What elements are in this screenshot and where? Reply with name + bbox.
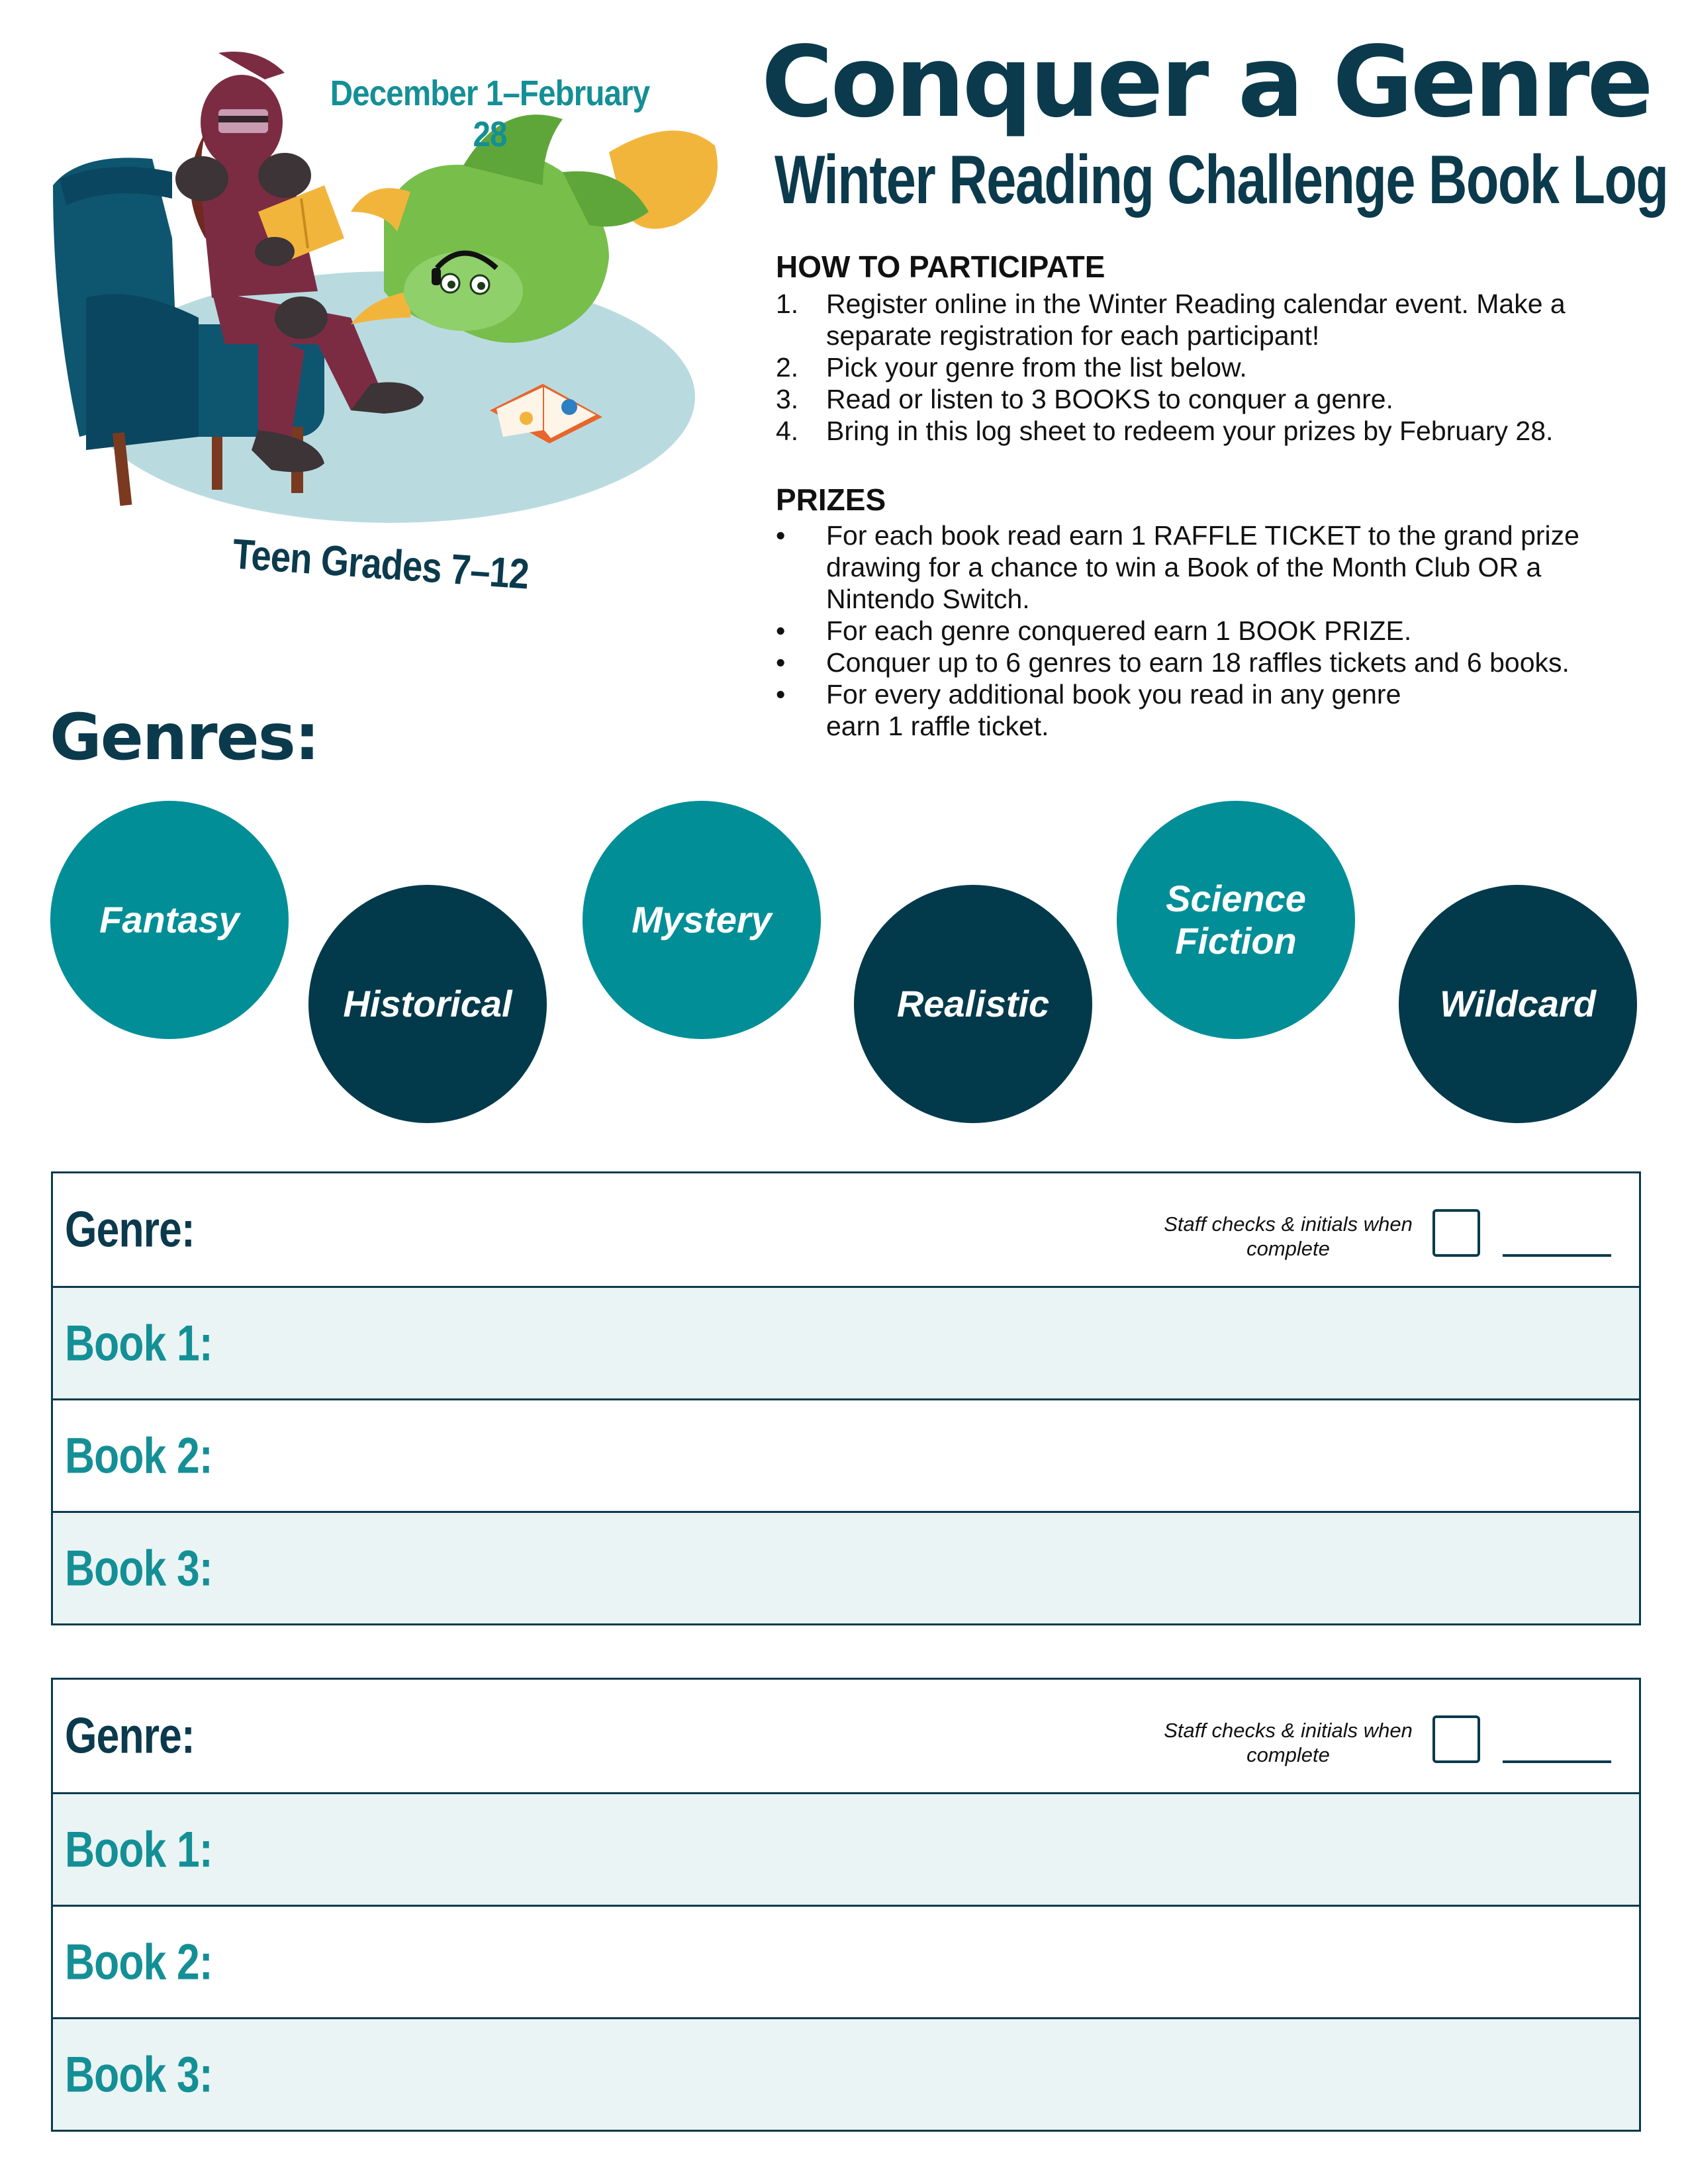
prize-item — [776, 615, 1656, 647]
staff-checkbox[interactable] — [1432, 1715, 1480, 1763]
bullet: • — [776, 647, 786, 678]
genre-field-label: Genre: — [65, 1201, 195, 1258]
how-to-step — [776, 288, 1656, 351]
how-to-step — [776, 383, 1656, 415]
staff-note: Staff checks & initials when complete — [1164, 1719, 1413, 1766]
book-row-1[interactable] — [53, 1286, 1639, 1398]
prize-text: For every additional book you read in any genre earn 1 raffle ticket. — [826, 679, 1401, 741]
how-to-heading: HOW TO PARTICIPATE — [776, 250, 1105, 284]
prize-text: For each book read earn 1 RAFFLE TICKET to the grand prize drawing for a chance to win a Book of the Month Club OR a Nintendo Switch. — [826, 520, 1579, 614]
step-text: Bring in this log sheet to redeem your prizes by February 28. — [826, 416, 1554, 446]
step-number: 1. — [776, 289, 799, 319]
staff-initials-field[interactable] — [1503, 1760, 1611, 1763]
genre-label: Wildcard — [1440, 983, 1596, 1024]
genre-label: Realistic — [896, 983, 1050, 1024]
book-field-label: Book 2: — [65, 1428, 212, 1484]
prizes-list — [776, 520, 1656, 742]
genre-field-label: Genre: — [65, 1707, 195, 1764]
book-row-2[interactable] — [53, 1398, 1639, 1511]
genre-circle-fantasy — [50, 801, 289, 1039]
book-row-2[interactable] — [53, 1905, 1639, 2017]
book-field-label: Book 3: — [65, 1540, 212, 1596]
book-row-1[interactable] — [53, 1792, 1639, 1905]
step-number: 2. — [776, 352, 799, 383]
genre-circle-wildcard — [1399, 885, 1637, 1123]
prize-item — [776, 678, 1656, 742]
staff-initials-field[interactable] — [1503, 1254, 1611, 1257]
bullet: • — [776, 520, 786, 551]
genre-label: Fantasy — [99, 899, 240, 940]
how-to-step — [776, 351, 1656, 383]
book-row-3[interactable] — [53, 2017, 1639, 2130]
genre-log-1 — [51, 1171, 1641, 1625]
book-field-label: Book 1: — [65, 1315, 212, 1371]
genre-circle-science-fiction — [1117, 801, 1355, 1039]
step-text: Read or listen to 3 BOOKS to conquer a genre. — [826, 384, 1393, 414]
genre-row[interactable] — [53, 1173, 1639, 1286]
staff-note: Staff checks & initials when complete — [1164, 1212, 1413, 1260]
step-text: Pick your genre from the list below. — [826, 352, 1247, 383]
prizes-heading: PRIZES — [776, 482, 886, 517]
genre-circle-mystery — [583, 801, 821, 1039]
step-number: 3. — [776, 384, 799, 414]
book-row-3[interactable] — [53, 1511, 1639, 1623]
book-field-label: Book 1: — [65, 1821, 212, 1878]
genres-heading: Genres: — [50, 700, 319, 774]
page-subtitle: Winter Reading Challenge Book Log — [774, 142, 1668, 218]
prize-text: Conquer up to 6 genres to earn 18 raffles tickets and 6 books. — [826, 647, 1570, 678]
prize-item — [776, 647, 1656, 678]
genre-row[interactable] — [53, 1680, 1639, 1792]
date-range: December 1–February 28 — [330, 73, 650, 154]
step-number: 4. — [776, 416, 799, 446]
bullet: • — [776, 615, 786, 646]
genre-label: Mystery — [632, 899, 772, 940]
genre-label: Science Fiction — [1166, 878, 1306, 962]
genre-circle-historical — [308, 885, 547, 1123]
book-field-label: Book 2: — [65, 1934, 212, 1990]
prize-text: For each genre conquered earn 1 BOOK PRIZE. — [826, 615, 1412, 646]
page-title: Conquer a Genre — [761, 25, 1651, 139]
audience-label: Teen Grades 7–12 — [231, 529, 530, 598]
genre-log-2 — [51, 1678, 1641, 2132]
how-to-step — [776, 415, 1656, 447]
bullet: • — [776, 679, 786, 709]
book-field-label: Book 3: — [65, 2046, 212, 2103]
genre-label: Historical — [343, 983, 512, 1024]
staff-checkbox[interactable] — [1432, 1209, 1480, 1257]
prize-item — [776, 520, 1656, 615]
how-to-steps — [776, 288, 1656, 447]
genre-circle-realistic — [854, 885, 1092, 1123]
step-text: Register online in the Winter Reading calendar event. Make a separate registration for each participant! — [826, 289, 1566, 351]
